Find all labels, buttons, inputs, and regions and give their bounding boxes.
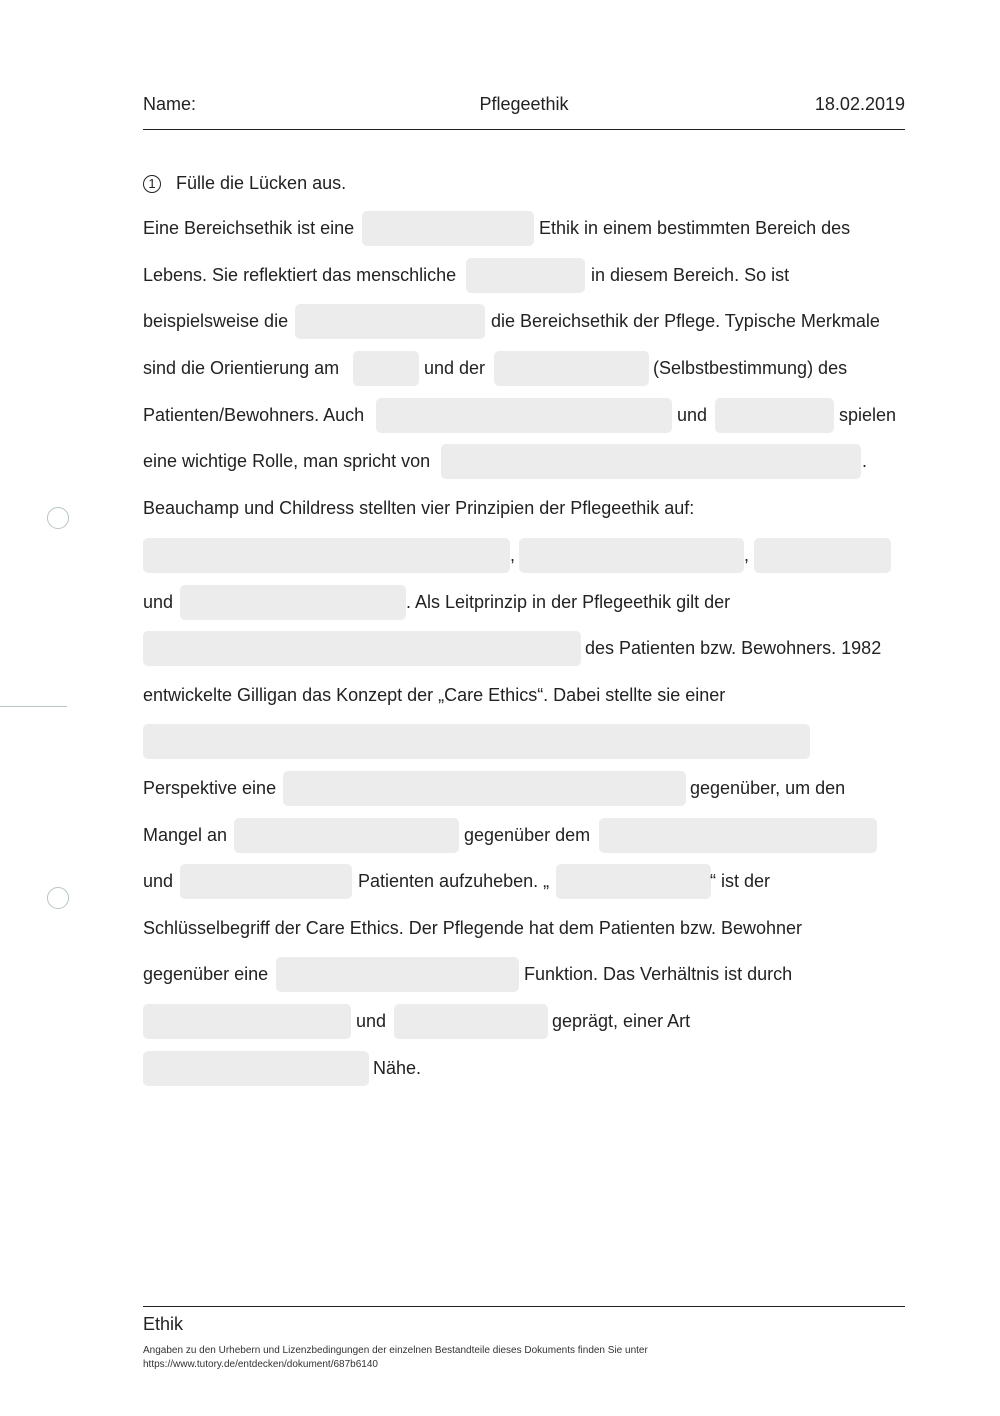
text-segment: gegenüber dem — [464, 825, 591, 845]
blank-field[interactable] — [494, 351, 649, 386]
blank-field[interactable] — [519, 538, 744, 573]
page-title: Pflegeethik — [479, 94, 569, 114]
text-segment: des Patienten bzw. Bewohners. 1982 — [585, 638, 882, 658]
text-segment: und — [143, 871, 174, 891]
blank-field[interactable] — [180, 864, 352, 899]
text-segment: Nähe. — [373, 1058, 422, 1078]
text-segment: . — [862, 451, 868, 471]
footer-note-line: Angaben zu den Urhebern und Lizenzbedingungen der einzelnen Bestandteile dieses Dokuments finden Sie unter — [143, 1345, 648, 1356]
task-instruction — [143, 173, 346, 194]
text-segment: gegenüber, um den — [690, 778, 846, 798]
task-number-badge: 1 — [143, 175, 161, 193]
blank-field[interactable] — [180, 585, 406, 620]
text-segment: Eine Bereichsethik ist eine — [143, 218, 355, 238]
text-segment: Lebens. Sie reflektiert das menschliche — [143, 265, 457, 285]
blank-field[interactable] — [353, 351, 419, 386]
blank-field[interactable] — [362, 211, 534, 246]
text-segment: gegenüber eine — [143, 964, 269, 984]
text-segment: Schlüsselbegriff der Care Ethics. Der Pflegende hat dem Patienten bzw. Bewohner — [143, 918, 803, 938]
text-segment: entwickelte Gilligan das Konzept der „Care Ethics“. Dabei stellte sie einer — [143, 685, 726, 705]
text-segment: spielen — [839, 405, 897, 425]
blank-field[interactable] — [599, 818, 877, 853]
blank-field[interactable] — [556, 864, 711, 899]
name-label: Name: — [143, 94, 197, 114]
blank-field[interactable] — [143, 631, 581, 666]
blank-field[interactable] — [143, 724, 810, 759]
blank-field[interactable] — [715, 398, 834, 433]
blank-field[interactable] — [754, 538, 891, 573]
text-segment: Perspektive eine — [143, 778, 277, 798]
punch-hole-mark-top — [47, 507, 69, 529]
text-segment: , — [510, 545, 516, 565]
blank-field[interactable] — [143, 1004, 351, 1039]
blank-field[interactable] — [283, 771, 686, 806]
text-segment: Patienten/Bewohners. Auch — [143, 405, 365, 425]
blank-field[interactable] — [143, 538, 510, 573]
fold-mark — [0, 706, 67, 707]
text-segment: Patienten aufzuheben. „ — [358, 871, 550, 891]
punch-hole-mark-bottom — [47, 887, 69, 909]
text-segment: eine wichtige Rolle, man spricht von — [143, 451, 431, 471]
blank-field[interactable] — [276, 957, 519, 992]
blank-field[interactable] — [143, 1051, 369, 1086]
text-segment: (Selbstbestimmung) des — [653, 358, 848, 378]
text-segment: und der — [424, 358, 486, 378]
blank-field[interactable] — [466, 258, 585, 293]
blank-field[interactable] — [295, 304, 485, 339]
text-segment: in diesem Bereich. So ist — [591, 265, 790, 285]
blank-field[interactable] — [441, 444, 861, 479]
text-segment: Beauchamp und Childress stellten vier Prinzipien der Pflegeethik auf: — [143, 498, 695, 518]
text-segment: Ethik in einem bestimmten Bereich des — [539, 218, 851, 238]
document-date: 18.02.2019 — [814, 94, 905, 114]
task-instruction-text: Fülle die Lücken aus. — [176, 173, 347, 193]
footer-divider — [143, 1306, 905, 1307]
blank-field[interactable] — [234, 818, 459, 853]
text-segment: die Bereichsethik der Pflege. Typische Merkmale — [491, 311, 880, 331]
text-segment: . Als Leitprinzip in der Pflegeethik gilt der — [406, 592, 731, 612]
text-segment: Funktion. Das Verhältnis ist durch — [524, 964, 793, 984]
text-segment: und — [143, 592, 174, 612]
text-segment: Mangel an — [143, 825, 228, 845]
page-header — [143, 94, 905, 118]
text-segment: und — [677, 405, 708, 425]
text-segment: und — [356, 1011, 387, 1031]
text-segment: , — [744, 545, 750, 565]
blank-field[interactable] — [394, 1004, 548, 1039]
text-segment: beispielsweise die — [143, 311, 289, 331]
footer-note-url: https://www.tutory.de/entdecken/dokument/687b6140 — [143, 1359, 378, 1370]
text-segment: “ ist der — [710, 871, 771, 891]
blank-field[interactable] — [376, 398, 672, 433]
text-segment: geprägt, einer Art — [552, 1011, 691, 1031]
text-segment: sind die Orientierung am — [143, 358, 340, 378]
footer-subject: Ethik — [143, 1314, 184, 1334]
footer-license-note — [143, 1344, 648, 1372]
header-divider — [143, 129, 905, 130]
